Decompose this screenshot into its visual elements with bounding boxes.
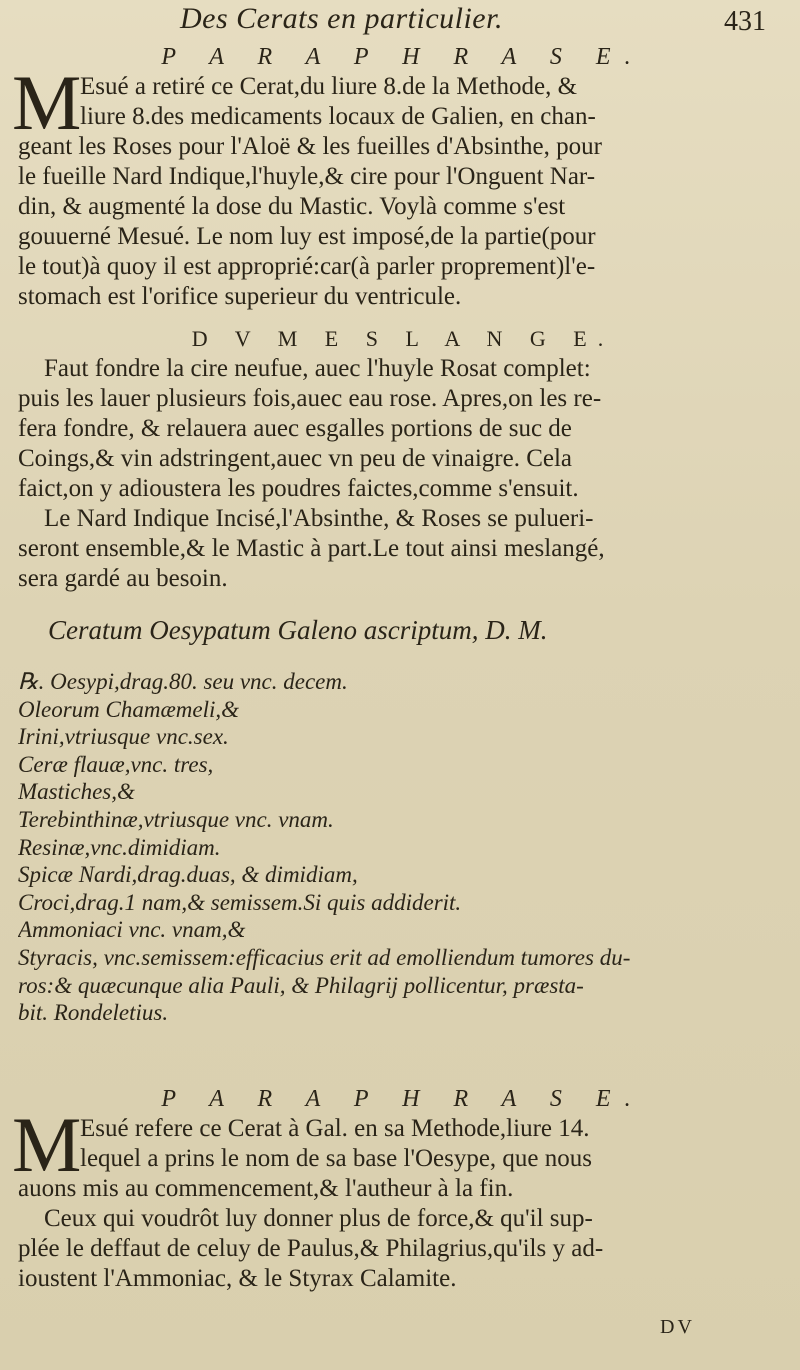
section-heading: D V M E S L A N G E. — [191, 326, 615, 351]
running-head: Des Cerats en particulier. — [180, 2, 503, 35]
drop-capital: M — [12, 59, 82, 146]
recipe-line: bit. Rondeletius. — [18, 1000, 169, 1026]
text-line: le fueille Nard Indique,l'huyle,& cire pour l'Onguent Nar- — [18, 163, 596, 190]
section-heading: P A R A P H R A S E. — [161, 1086, 645, 1112]
recipe-section — [18, 610, 788, 1027]
paragraph — [12, 59, 788, 312]
text-line: puis les lauer plusieurs fois,auec eau rose. Apres,on les re- — [18, 385, 602, 412]
text-line: faict,on y adioustera les poudres faictes,comme s'ensuit. — [18, 475, 579, 502]
recipe-line: ros:& quæcunque alia Pauli, & Philagrij pollicentur, præsta- — [18, 972, 584, 998]
recipe-line: Mastiches,& — [18, 779, 135, 805]
text-line: Esué a retiré ce Cerat,du liure 8.de la Methode, & — [80, 73, 578, 100]
text-line: auons mis au commencement,& l'autheur à la fin. — [18, 1175, 514, 1202]
text-line: seront ensemble,& le Mastic à part.Le tout ainsi meslangé, — [18, 535, 605, 562]
text-line: geant les Roses pour l'Aloë & les fueilles d'Absinthe, pour — [18, 133, 602, 160]
drop-capital: M — [12, 1101, 82, 1188]
text-line: sera gardé au besoin. — [18, 565, 228, 592]
recipe-line: Spicæ Nardi,drag.duas, & dimidiam, — [18, 862, 358, 888]
text-line: Faut fondre la cire neufue, auec l'huyle Rosat complet: — [44, 355, 591, 382]
paraphrase-section-1 — [12, 42, 788, 312]
recipe-line: Ceræ flauæ,vnc. tres, — [18, 751, 214, 777]
meslange-section — [18, 324, 788, 594]
text-line: Coings,& vin adstringent,auec vn peu de vinaigre. Cela — [18, 445, 573, 472]
catchword: DV — [660, 1316, 695, 1338]
paraphrase-section-2 — [12, 1084, 788, 1294]
text-line: Ceux qui voudrôt luy donner plus de force,& qu'il sup- — [44, 1205, 593, 1232]
text-line: fera fondre, & relauera auec esgalles portions de suc de — [18, 415, 572, 442]
recipe-line: Oleorum Chamæmeli,& — [18, 696, 240, 722]
text-line: le tout)à quoy il est approprié:car(à parler proprement)l'e- — [18, 253, 596, 280]
section-heading: P A R A P H R A S E. — [161, 44, 645, 70]
recipe-line: ℞. Oesypi,drag.80. seu vnc. decem. — [18, 669, 348, 694]
text-line: Le Nard Indique Incisé,l'Absinthe, & Roses se pulueri- — [44, 505, 594, 532]
recipe-line: Ammoniaci vnc. vnam,& — [18, 917, 246, 943]
text-line: plée le deffaut de celuy de Paulus,& Philagrius,qu'ils y ad- — [18, 1235, 604, 1262]
recipe-line: Croci,drag.1 nam,& semissem.Si quis addiderit. — [18, 889, 462, 915]
recipe-line: Irini,vtriusque vnc.sex. — [18, 724, 229, 750]
text-line: ioustent l'Ammoniac, & le Styrax Calamite. — [18, 1265, 457, 1292]
text-line: din, & augmenté la dose du Mastic. Voylà comme s'est — [18, 193, 566, 220]
paragraph — [12, 1101, 788, 1294]
recipe-list — [18, 668, 788, 1027]
text-line: stomach est l'orifice superieur du ventricule. — [18, 283, 462, 310]
recipe-line: Terebinthinæ,vtriusque vnc. vnam. — [18, 806, 334, 832]
text-line: liure 8.des medicaments locaux de Galien, en chan- — [80, 103, 596, 130]
page-header — [0, 2, 800, 38]
recipe-line: Resinæ,vnc.dimidiam. — [18, 834, 221, 860]
recipe-line: Styracis, vnc.semissem:efficacius erit ad emolliendum tumores du- — [18, 944, 631, 970]
recipe-title: Ceratum Oesypatum Galeno ascriptum, D. M. — [48, 615, 548, 645]
text-line: Esué refere ce Cerat à Gal. en sa Methode,liure 14. — [80, 1115, 590, 1142]
text-line: lequel a prins le nom de sa base l'Oesype, que nous — [80, 1145, 593, 1172]
text-line: gouuerné Mesué. Le nom luy est imposé,de la partie(pour — [18, 223, 596, 250]
page-number: 431 — [724, 6, 766, 37]
